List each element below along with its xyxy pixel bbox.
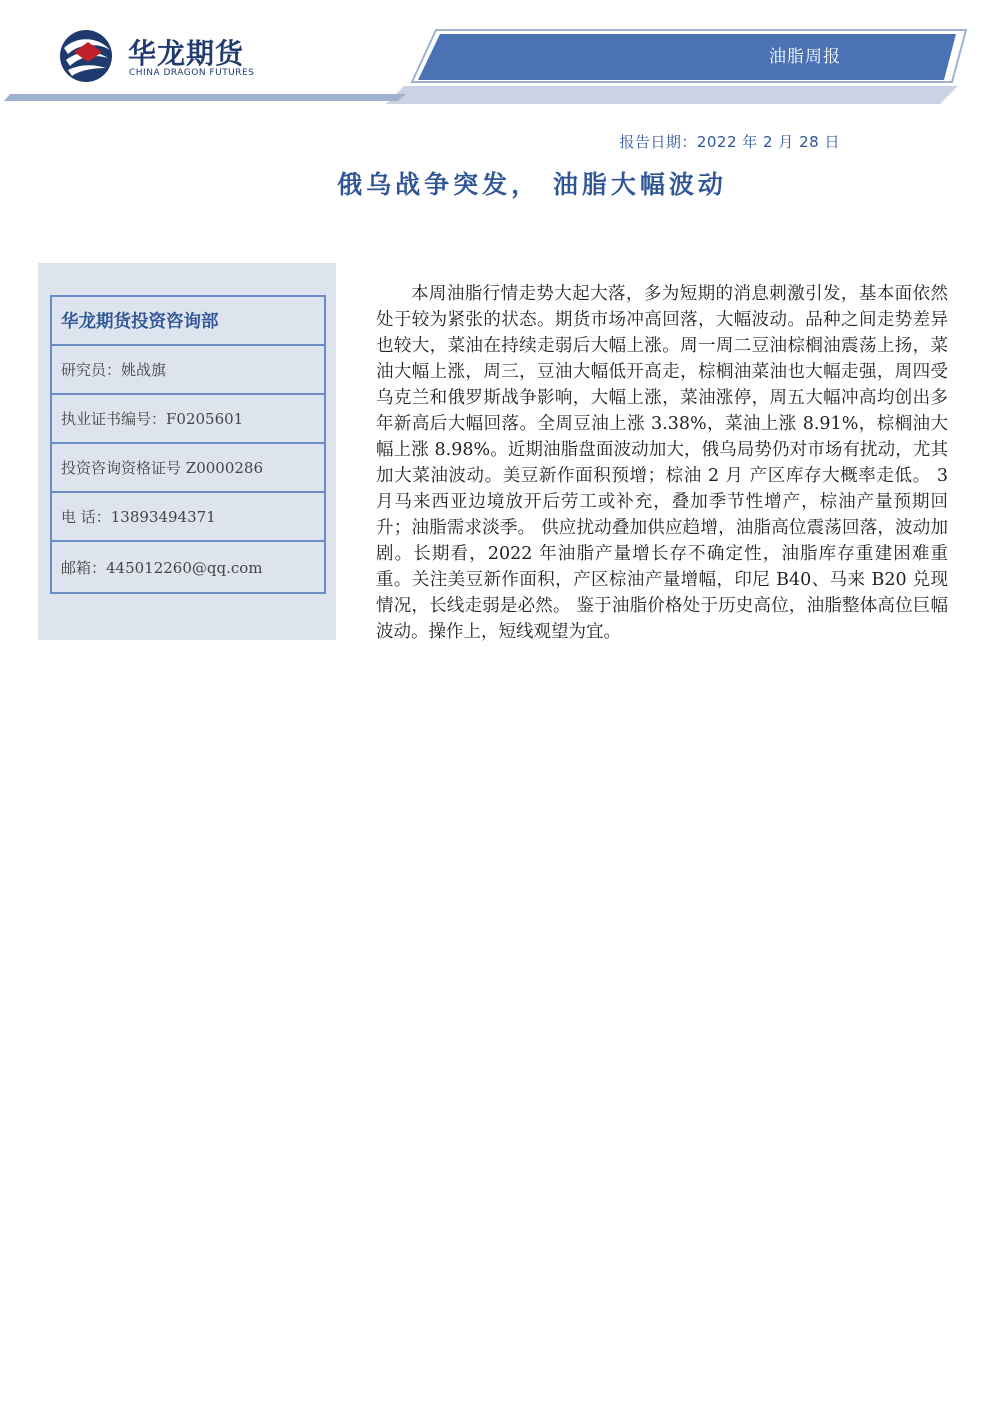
department-name: 华龙期货投资咨询部	[52, 297, 324, 346]
report-title: 俄乌战争突发， 油脂大幅波动	[337, 170, 727, 199]
dragon-logo-icon	[58, 28, 116, 84]
report-type-label: 油脂周报	[769, 47, 841, 67]
researcher-name: 研究员：姚战旗	[52, 346, 324, 395]
company-name-cn: 华龙期货	[128, 37, 245, 70]
company-name-en: CHINA DRAGON FUTURES	[129, 68, 255, 78]
report-body-text: 本周油脂行情走势大起大落，多为短期的消息刺激引发，基本面依然处于较为紧张的状态。期货市场冲高回落，大幅波动。品种之间走势差异也较大，菜油在持续走弱后大幅上涨。周一周二豆油棕榈油震荡上扬，菜油大幅上涨，周三，豆油大幅低开高走，棕榈油菜油也大幅走强，周四受乌克兰和俄罗斯战争影响，大幅上涨，菜油涨停，周五大幅冲高均创出多年新高后大幅回落。全周豆油上涨 3.38%，菜油上涨 8.91%，棕榈油大幅上涨 8.98%。近期油脂盘面波动加大，俄乌局势仍对市场有扰动，尤其加大菜油波动。美豆新作面积预增；棕油 2 月 产区库存大概率走低。 3 月马来西亚边境放开后劳工或补充，叠加季节性增产，棕油产量预期回升；油脂需求淡季。 供应扰动叠加供应趋增，油脂高位震荡回落，波动加剧。长期看，2022 年油脂产量增长存不确定性，油脂库存重建困难重重。关注美豆新作面积，产区棕油产量增幅，印尼 B40、马来 B20 兑现情况，长线走弱是必然。 鉴于油脂价格处于历史高位，油脂整体高位巨幅波动。操作上，短线观望为宜。	[376, 284, 948, 642]
report-date: 报告日期：2022 年 2 月 28 日	[619, 133, 840, 151]
email-address: 邮箱：445012260@qq.com	[61, 558, 263, 577]
analyst-info-panel	[38, 263, 336, 640]
company-logo	[58, 28, 258, 88]
analyst-info-box	[50, 295, 326, 594]
qualification-number: 投资咨询资格证号 Z0000286	[52, 444, 324, 493]
phone-number: 电 话：13893494371	[52, 493, 324, 542]
license-number: 执业证书编号：F0205601	[52, 395, 324, 444]
page-header	[0, 0, 992, 110]
